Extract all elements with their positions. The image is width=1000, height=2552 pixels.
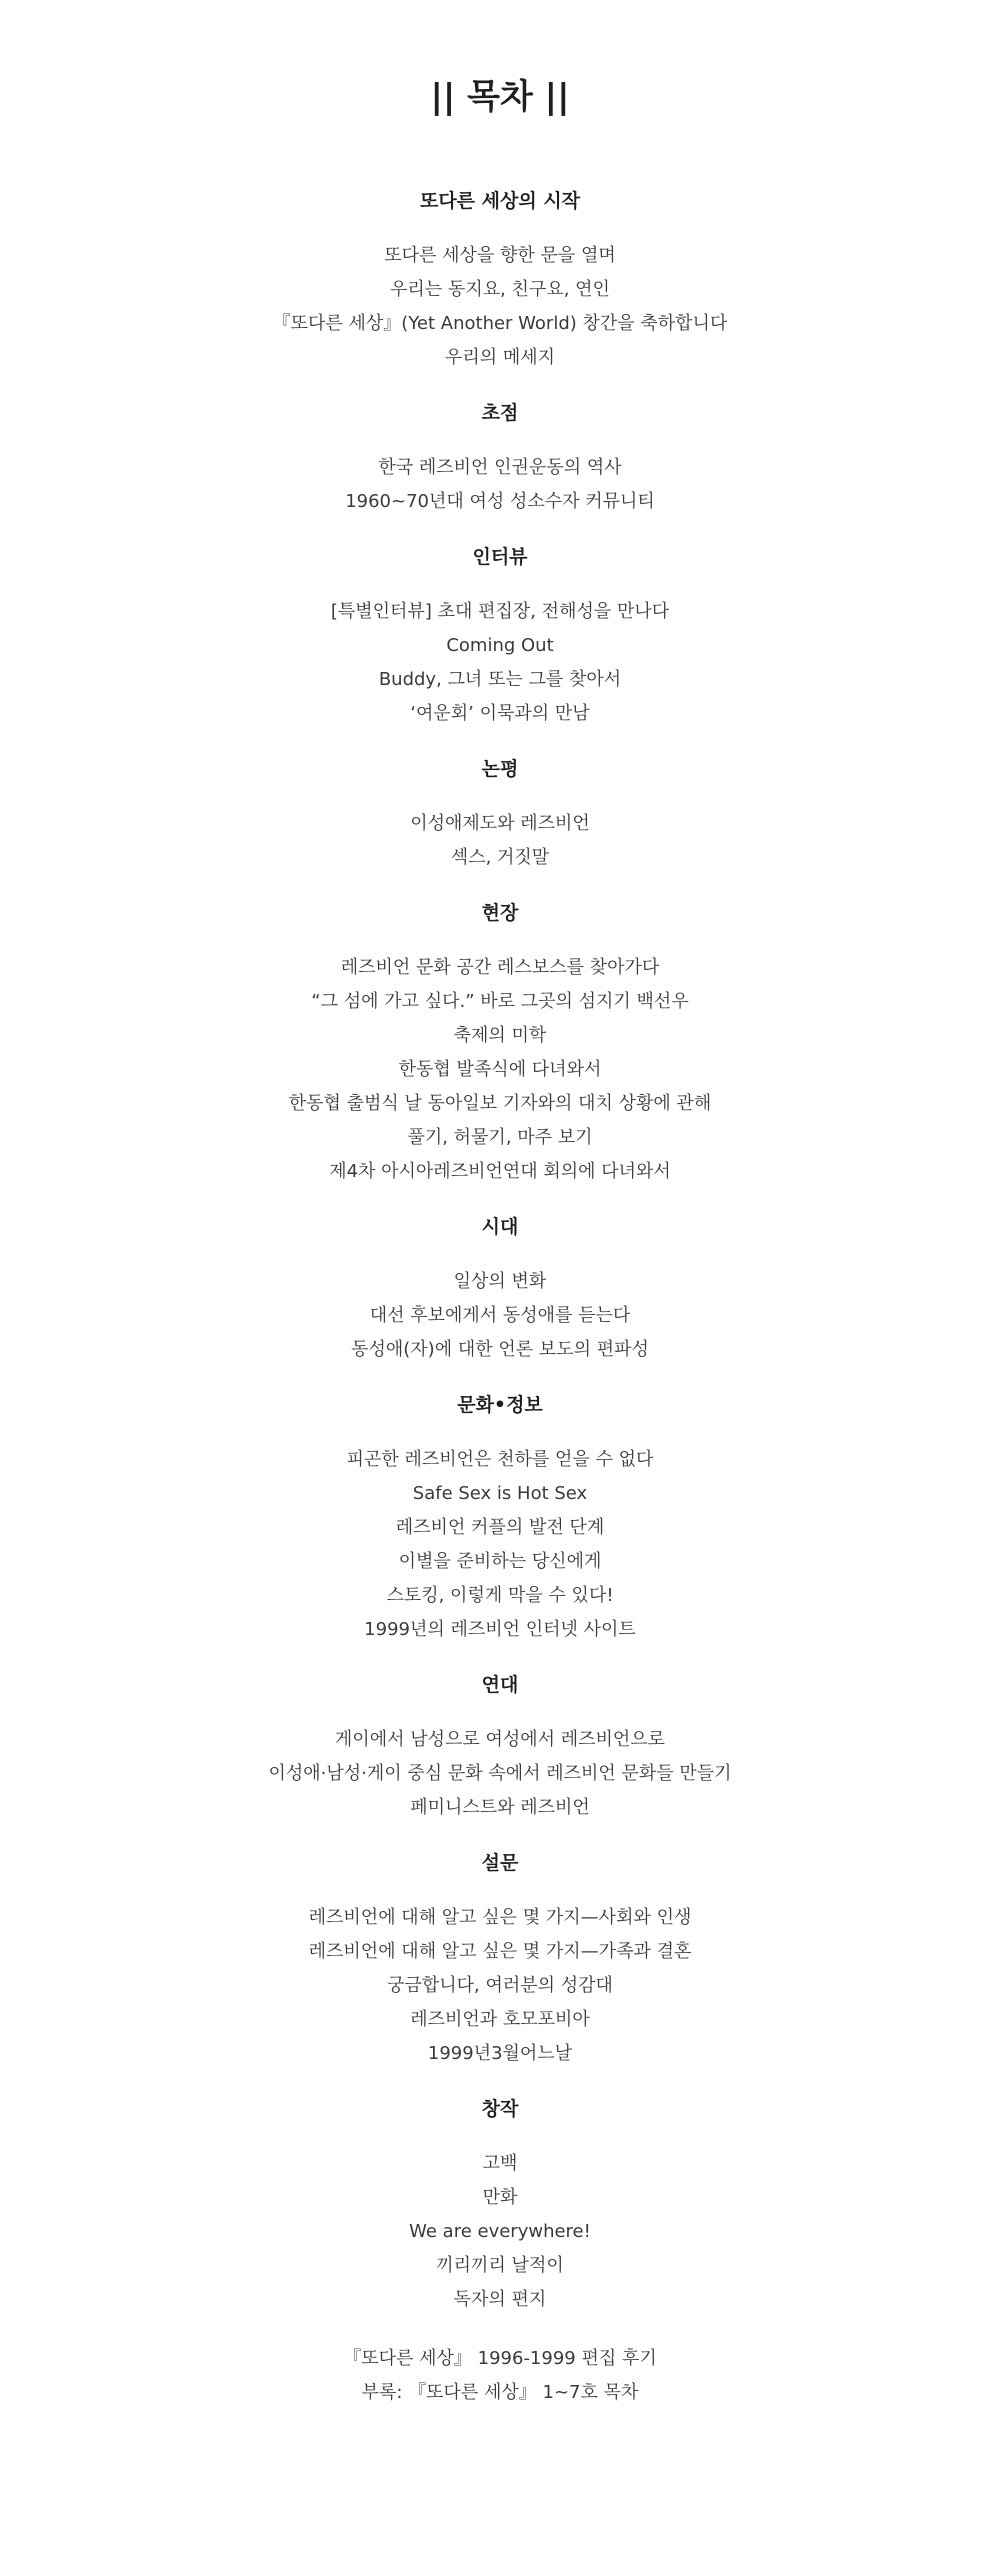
contents-entry: 페미니스트와 레즈비언: [410, 1797, 590, 1818]
contents-entry: Coming Out: [446, 635, 554, 656]
contents-entry: 『또다른 세상』(Yet Another World) 창간을 축하합니다: [272, 313, 728, 334]
contents-entry: 일상의 변화: [453, 1271, 547, 1292]
appendix-entry: 부록: 『또다른 세상』 1~7호 목차: [361, 2382, 639, 2403]
contents-entry: ‘여운회’ 이묵과의 만남: [410, 703, 590, 724]
section-focus: [0, 400, 1000, 519]
contents-entry: Safe Sex is Hot Sex: [412, 1483, 588, 1504]
section-list: [0, 595, 1000, 731]
contents-entry: 축제의 미학: [453, 1025, 547, 1046]
section-culture-info: [0, 1392, 1000, 1647]
contents-entry: 이성애·남성·게이 중심 문화 속에서 레즈비언 문화들 만들기: [268, 1763, 732, 1784]
contents-entry: 대선 후보에게서 동성애를 듣는다: [369, 1305, 631, 1326]
contents-entry: 우리의 메세지: [444, 347, 556, 368]
contents-entry: 우리는 동지요, 친구요, 연인: [390, 279, 610, 300]
contents-entry: Buddy, 그녀 또는 그를 찾아서: [378, 669, 622, 690]
contents-entry: We are everywhere!: [409, 2221, 591, 2242]
section-list: [0, 2147, 1000, 2317]
contents-entry: 제4차 아시아레즈비언연대 회의에 다녀와서: [329, 1161, 671, 1182]
section-heading: 창작: [481, 2098, 519, 2120]
section-creative: [0, 2096, 1000, 2317]
section-heading: 현장: [481, 902, 519, 924]
section-heading: 문화•정보: [457, 1394, 543, 1416]
contents-entry: “그 섬에 가고 싶다.” 바로 그곳의 섬지기 백선우: [311, 991, 689, 1012]
contents-entry: 레즈비언에 대해 알고 싶은 몇 가지—가족과 결혼: [308, 1941, 692, 1962]
contents-entry: 궁금합니다, 여러분의 성감대: [387, 1975, 613, 1996]
section-heading: 시대: [481, 1216, 519, 1238]
section-list: [0, 807, 1000, 875]
section-heading: 초점: [481, 402, 519, 424]
contents-entry: 끼리끼리 날적이: [436, 2255, 564, 2276]
section-list: [0, 1265, 1000, 1367]
section-era: [0, 1214, 1000, 1367]
closing-entries: [0, 2342, 1000, 2410]
contents-entry: 한동협 출범식 날 동아일보 기자와의 대치 상황에 관해: [288, 1093, 712, 1114]
contents-entry: 한동협 발족식에 다녀와서: [398, 1059, 602, 1080]
contents-entry: 게이에서 남성으로 여성에서 레즈비언으로: [334, 1729, 666, 1750]
editorial-afterword-entry: 『또다른 세상』 1996-1999 편집 후기: [343, 2348, 657, 2369]
section-solidarity: [0, 1672, 1000, 1825]
section-interview: [0, 544, 1000, 731]
contents-entry: 레즈비언에 대해 알고 싶은 몇 가지—사회와 인생: [308, 1907, 692, 1928]
contents-entry: 동성애(자)에 대한 언론 보도의 편파성: [351, 1339, 649, 1360]
contents-entry: 풀기, 허물기, 마주 보기: [407, 1127, 593, 1148]
contents-entry: 피곤한 레즈비언은 천하를 얻을 수 없다: [346, 1449, 654, 1470]
section-survey: [0, 1850, 1000, 2071]
contents-sections: [0, 188, 1000, 2317]
section-list: [0, 951, 1000, 1189]
section-list: [0, 1443, 1000, 1647]
section-heading: 논평: [481, 758, 519, 780]
page-title: || 목차 ||: [430, 77, 570, 117]
contents-entry: 섹스, 거짓말: [450, 847, 550, 868]
contents-entry: 레즈비언 커플의 발전 단계: [395, 1517, 605, 1538]
section-field: [0, 900, 1000, 1189]
section-list: [0, 451, 1000, 519]
contents-entry: 1999년의 레즈비언 인터넷 사이트: [364, 1619, 636, 1640]
contents-entry: 1999년3월어느날: [427, 2043, 573, 2064]
contents-entry: 고백: [482, 2153, 518, 2174]
contents-entry: 독자의 편지: [453, 2289, 547, 2310]
contents-entry: 이성애제도와 레즈비언: [410, 813, 590, 834]
section-list: [0, 1723, 1000, 1825]
contents-entry: 한국 레즈비언 인권운동의 역사: [378, 457, 622, 478]
contents-entry: 레즈비언과 호모포비아: [410, 2009, 590, 2030]
contents-entry: 이별을 준비하는 당신에게: [398, 1551, 602, 1572]
section-heading: 인터뷰: [472, 546, 528, 568]
section-list: [0, 1901, 1000, 2071]
contents-entry: [특별인터뷰] 초대 편집장, 전해성을 만나다: [330, 601, 670, 622]
contents-entry: 레즈비언 문화 공간 레스보스를 찾아가다: [340, 957, 660, 978]
contents-entry: 만화: [482, 2187, 518, 2208]
contents-entry: 또다른 세상을 향한 문을 열며: [384, 245, 616, 266]
section-heading: 연대: [481, 1674, 519, 1696]
section-heading: 설문: [481, 1852, 519, 1874]
section-heading: 또다른 세상의 시작: [419, 190, 581, 212]
section-commentary: [0, 756, 1000, 875]
section-beginning: [0, 188, 1000, 375]
contents-entry: 1960~70년대 여성 성소수자 커뮤니티: [345, 491, 655, 512]
contents-entry: 스토킹, 이렇게 막을 수 있다!: [386, 1585, 614, 1606]
section-list: [0, 239, 1000, 375]
